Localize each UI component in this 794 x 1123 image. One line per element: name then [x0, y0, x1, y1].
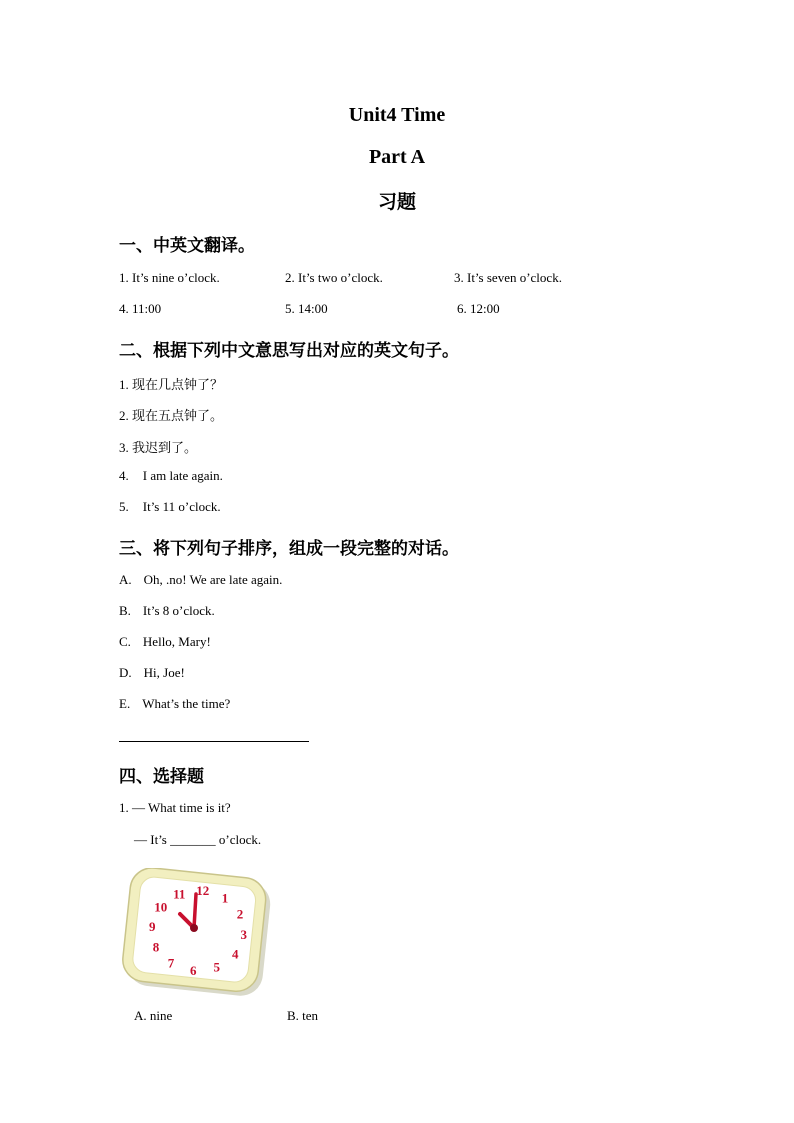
section-1-heading: 一、中英文翻译。: [119, 236, 255, 256]
item-text: 我迟到了。: [132, 441, 198, 456]
answer-text: — It’s _______ o’clock.: [134, 832, 262, 847]
dialogue-item: [119, 634, 211, 650]
clock-numeral: 10: [154, 899, 168, 915]
clock-numeral: 11: [173, 886, 186, 902]
clock-numeral: 6: [189, 962, 197, 978]
clock-numeral: 9: [149, 918, 156, 934]
item-text: It’s 11 o’clock.: [142, 499, 221, 514]
sentence-item: [119, 499, 221, 515]
item-text: 现在几点钟了？: [132, 378, 224, 393]
item-number: 1.: [119, 377, 129, 392]
clock-numeral: 4: [231, 946, 239, 962]
clock-numeral: 5: [213, 959, 220, 975]
document-subtitle: Part A: [368, 146, 426, 168]
clock-illustration: [118, 868, 278, 996]
translation-item-5: 5. 14:00: [285, 301, 328, 316]
document-title: Unit4 Time: [348, 104, 446, 126]
item-number: 5.: [119, 499, 129, 514]
document-label: 习题: [377, 191, 416, 213]
item-letter: D.: [119, 665, 132, 680]
item-number: 3.: [119, 440, 129, 455]
clock-numeral: 2: [236, 906, 244, 922]
translation-item-3: 3. It’s seven o’clock.: [454, 270, 562, 285]
answer-blank-line: [119, 741, 309, 742]
clock-center: [190, 924, 198, 932]
option-b: B. ten: [287, 1008, 319, 1023]
item-text: It’s 8 o’clock.: [142, 603, 215, 618]
item-letter: B.: [119, 603, 131, 618]
section-2-heading: 二、根据下列中文意思写出对应的英文句子。: [119, 341, 459, 361]
item-letter: C.: [119, 634, 131, 649]
item-letter: A.: [119, 572, 132, 587]
sentence-item: [119, 374, 223, 393]
sentence-item: [119, 468, 223, 484]
item-text: Hello, Mary!: [142, 634, 211, 649]
item-text: What’s the time?: [142, 696, 231, 711]
dialogue-item: [119, 665, 185, 681]
dialogue-item: [119, 572, 282, 588]
item-number: 2.: [119, 408, 129, 423]
translation-item-2: 2. It’s two o’clock.: [285, 270, 383, 285]
item-text: Oh, .no! We are late again.: [143, 572, 283, 587]
clock-numeral: 8: [152, 939, 160, 955]
option-a: A. nine: [134, 1008, 173, 1023]
translation-item-6: 6. 12:00: [457, 301, 500, 316]
item-text: Hi, Joe!: [143, 665, 185, 680]
translation-item-1: 1. It’s nine o’clock.: [119, 270, 220, 285]
section-4-heading: 四、选择题: [119, 767, 204, 787]
clock-numeral: 1: [221, 890, 229, 906]
dialogue-item: [119, 696, 230, 712]
clock-numeral: 12: [196, 883, 210, 899]
clock-numeral: 7: [167, 955, 175, 971]
clock-minute-hand: [194, 894, 196, 928]
item-text: I am late again.: [142, 468, 223, 483]
translation-item-4: 4. 11:00: [119, 301, 162, 316]
item-number: 4.: [119, 468, 129, 483]
dialogue-item: [119, 603, 215, 619]
item-letter: E.: [119, 696, 131, 711]
item-text: 现在五点钟了。: [132, 409, 224, 424]
section-3-heading: 三、将下列句子排序，组成一段完整的对话。: [119, 539, 459, 559]
sentence-item: [119, 405, 223, 424]
sentence-item: [119, 437, 197, 456]
clock-numeral: 3: [240, 927, 247, 943]
question-text: 1. — What time is it?: [119, 800, 231, 815]
